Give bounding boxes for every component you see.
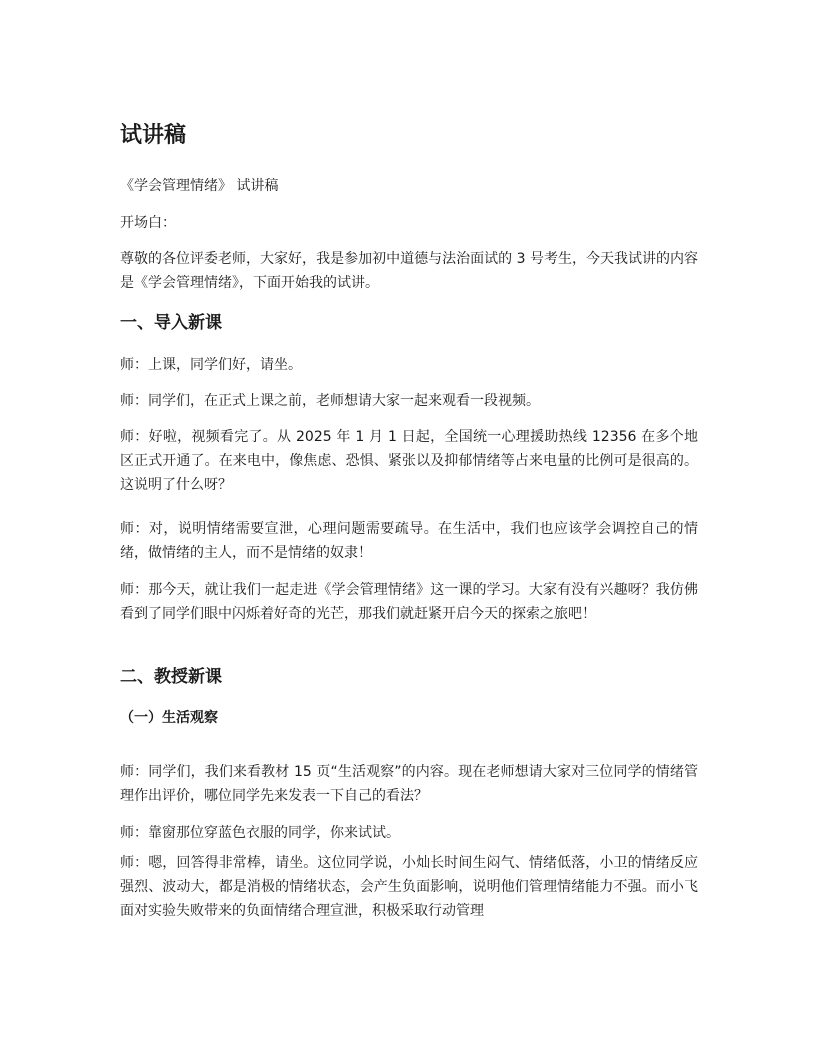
paragraph: 师：靠窗那位穿蓝色衣服的同学，你来试试。	[120, 825, 400, 841]
opening-label: 开场白：	[120, 215, 176, 231]
document-title: 试讲稿	[120, 123, 187, 148]
paragraph: 师：好啦，视频看完了。从 2025 年 1 月 1 日起，全国统一心理援助热线 12356 在多个地区正式开通了。在来电中，像焦虑、恐惧、紧张以及抑郁情绪等占来电量的比例可是很高的。这说明了什么呀？	[120, 429, 698, 493]
paragraph: 师：那今天，就让我们一起走进《学会管理情绪》这一课的学习。大家有没有兴趣呀？我仿佛看到了同学们眼中闪烁着好奇的光芒，那我们就赶紧开启今天的探索之旅吧！	[120, 582, 698, 622]
section-heading-intro: 一、导入新课	[120, 313, 222, 333]
paragraph: 师：同学们，在正式上课之前，老师想请大家一起来观看一段视频。	[120, 393, 540, 409]
opening-paragraph: 尊敬的各位评委老师，大家好，我是参加初中道德与法治面试的 3 号考生，今天我试讲的内容是《学会管理情绪》，下面开始我的试讲。	[120, 251, 698, 291]
section-heading-teaching: 二、教授新课	[120, 667, 222, 687]
paragraph: 师：上课，同学们好，请坐。	[120, 357, 302, 373]
paragraph: 师：同学们，我们来看教材 15 页“生活观察”的内容。现在老师想请大家对三位同学的情绪管理作出评价，哪位同学先来发表一下自己的看法？	[120, 764, 698, 804]
document-subtitle: 《学会管理情绪》 试讲稿	[120, 178, 279, 194]
paragraph: 师：对，说明情绪需要宣泄，心理问题需要疏导。在生活中，我们也应该学会调控自己的情绪，做情绪的主人，而不是情绪的奴隶！	[120, 521, 698, 561]
paragraph: 师：嗯，回答得非常棒，请坐。这位同学说，小灿长时间生闷气、情绪低落，小卫的情绪反应强烈、波动大，都是消极的情绪状态，会产生负面影响，说明他们管理情绪能力不强。而小飞面对实验失败带来的负面情绪合理宣泄，积极采取行动管理	[120, 855, 698, 919]
subsection-heading-observation: （一）生活观察	[120, 710, 218, 726]
